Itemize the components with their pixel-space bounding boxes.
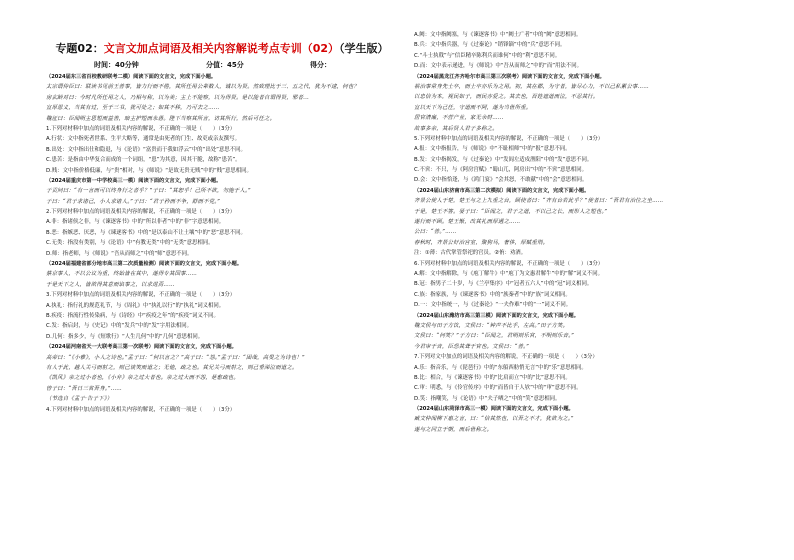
passage-line: 以忠信为本，视民如子，而民亦爱之。其去也，百姓遮道而泣，不忍其行。 [414, 94, 599, 101]
question-line: A.行状：文中指死者世系、生平大略等，通常是由死者的门生、故吏或亲友撰写。 [46, 136, 240, 143]
passage-line: 于是天下之人，皆欲得其意而谄事之，以求进焉…… [46, 281, 175, 288]
passage-line: 房玄龄对曰：今时凡所任用之人，乃相与称，以为美；主上不能察，以为得贤。是以能者自谓得贤，邪者... [46, 94, 309, 101]
total-score: 分值：45分 [206, 61, 244, 69]
passage-line: 蔡京事人，不以公议为重，终始皆在其中，遂得专其国事…… [46, 271, 197, 278]
question-line: 3.下列对材料中加点的词语及相关内容的解说，不正确的一项是（ ）（3分） [46, 292, 236, 299]
section-heading: （2024届黑龙江齐齐哈尔市高三第三次联考）阅读下面的文言文，完成下面小题。 [414, 73, 605, 80]
question-line: A.非：指诸侯之非，与《谏逐客书》中的“所以非者”中的“非”字意思相同。 [46, 219, 225, 226]
passage-line: 裕治事常身先士卒，而士卒亦乐为之用。初，其在郡，为守者，皆尽心力，不以己私累公事…… [414, 83, 649, 90]
passage-line: 子曰：“君子求诸己，小人求诸人。”子曰：“君子矜而不争，群而不党。” [46, 198, 221, 205]
question-line: 5.下列对材料中加点的词语及相关内容的解说，不正确的一项是（ ）（3分） [414, 135, 604, 142]
section-heading: （2024届东三省百校教研联考二模）阅读下面的文言文，完成下面小题。 [46, 74, 217, 80]
section-heading: （2024届重庆市第一中学校高三一模）阅读下面的文言文，完成下面小题。 [46, 177, 222, 184]
title-highlight: 文言文加点词语及相关内容解说考点专训（02） [103, 42, 340, 55]
passage-line: 高帝曰：“《小雅》，小人之诗也。”孟子曰：“何以言之？”高子曰：“怨。”孟子曰：“固哉，高叟之为诗也！” [46, 354, 305, 361]
question-line: B.出处：文中指出仕和隐退，与《论语》“富贵而于我如浮云”中的“出处”意思不同。 [46, 146, 246, 153]
time-limit: 时间：40分钟 [94, 61, 139, 69]
question-line: C.族：指家族，与《谏逐客书》中的“族秦者”中的“族”词义相同。 [414, 291, 571, 298]
passage-line: 魏征曰：臣闻明主思短而益善，暗主护短而永愚。陛下当察其所言，访其所行，然后可任之。 [46, 115, 276, 122]
question-line: C.“斗士执戟”与“信臣精卒陈利兵而谁何”中的“利”意思不同。 [414, 52, 561, 59]
question-line: D.一：文中指统一，与《过秦论》“一夫作难”中的“一”词义不同。 [414, 302, 572, 309]
question-line: C.发：指启封，与《史记》中的“发兵”中的“发”字用法相同。 [46, 323, 193, 330]
passage-line: 臧文仲闻柳下惠之言，曰：“信其然也，以吾之不才，犹欲为之。” [414, 416, 574, 423]
title-suffix: （学生版） [339, 42, 389, 55]
passage-line: 居官清廉，不营产业，家无余财…… [414, 115, 504, 122]
right-body [414, 30, 768, 435]
question-line: B.恶：指嫉恶、厌恶，与《谏逐客书》中的“是以泰山不让土壤”中的“恶”意思不同。 [46, 229, 246, 236]
passage-line: 魏文侯与田子方饮，文侯曰：“钟声不比乎，左高。”田子方笑。 [414, 322, 569, 329]
passage-line: （节选自《孟子·告子下》） [46, 396, 113, 403]
passage-line: 遂行而不顾。楚王惭，改其礼而厚遇之…… [414, 219, 521, 226]
left-column [46, 0, 398, 560]
question-line: C.审：明悉，与《伶官传序》中的“而皆自于人欤”中的“审”意思不同。 [414, 385, 582, 392]
section-heading: （2024届福建省部分地市高三第二次质量检测）阅读下面的文言文，完成下面小题。 [46, 261, 243, 268]
passage-line: 于是，楚王不答。晏子曰：“臣闻之，君子之道，不以己之长，而形人之短也。” [414, 208, 608, 215]
passage-line: 太宗谓侍臣曰：联读书见前王善事，皆力行而不倦，其所任用公辈数人，诚以为贤。然致理比于三、五之代，犹为不逮，何也？ [46, 84, 360, 91]
passage-line: 遂与之同立于朝，而后世称之。 [414, 426, 493, 433]
passage-line: 有人于此，越人关弓而射之，则己谈笑而道之；无他，疏之也。其兄关弓而射之，则己垂涕泣而道之。 [46, 364, 298, 371]
passage-line: 今君审于音，臣恐其聋于官也。文侯曰：“善。” [414, 343, 530, 350]
question-line: D.笑：指嘲笑，与《论语》中“夫子哂之”中的“笑”意思相同。 [414, 395, 561, 402]
question-line: D.会：文中指恰逢，与《鸿门宴》“会其怒，不敢献”中的“会”意思相同。 [414, 177, 588, 184]
passage-line: 公曰：“善。”…… [414, 229, 457, 236]
question-line: D.几何：指多少，与《短歌行》“人生几何”中的“几何”意思相同。 [46, 333, 204, 340]
right-column [414, 0, 768, 560]
question-line: D.师：指老师，与《师说》“吾从而师之”中的“师”意思不同。 [46, 250, 193, 257]
question-line: 注：①薄：古代掌管祭祀的官员。②侑：劝酒。 [414, 250, 527, 257]
question-line: B.冠：指男子二十岁，与《兰亭集序》中“冠者五六人”中的“冠”词义相同。 [414, 281, 593, 288]
question-line: C.无类：指没有类别，与《论语》中“有教无类”中的“无类”意思相同。 [46, 240, 214, 247]
passage-line: 宜厚恩义，当其有过，至于三书，犹可处之；如其不移，乃可去之…… [46, 105, 220, 112]
question-line: A.乐：指音乐，与《琵琶行》中的“东船西舫悄无言”中的“乐”意思相同。 [414, 364, 587, 371]
question-line: C.患苦：是指由中华复合而成的一个词组，“患”为其意，因其干脆，故称“患苦”。 [46, 157, 241, 164]
question-line: 7.下列对文中加点的词语及相关内容的解说，不正确的一项是（ ）（3分） [414, 354, 598, 361]
title-prefix: 专题02： [55, 42, 104, 55]
question-line: 1.下列对材料中加点的词语及相关内容的解说，不正确的一项是（ ）（3分） [46, 125, 236, 132]
question-line: A.解：文中指解除，与《庖丁解牛》中“庖丁为文惠君解牛”中的“解”词义不同。 [414, 270, 603, 277]
passage-line: 宜以天下为己任，守道而不阿，遂为当世所重。 [414, 104, 532, 111]
question-line: 4.下列对材料中加点的词语及相关内容的解说，不正确的一项是（ ）（3分） [46, 406, 236, 413]
question-line: A.执礼：指行礼的规范礼节，与《周礼》中“执礼以行”的“执礼”词义相同。 [46, 302, 225, 309]
passage-line: 春秋时，齐景公好治宫室，聚狗马，奢侈，厚赋重刑。 [414, 239, 549, 246]
question-line: 6.下列对材料中加点的词语及相关内容的解说，不正确的一项是（ ）（3分） [414, 260, 604, 267]
passage-line: 曾子曰：“吾日三省吾身。”…… [46, 385, 122, 392]
question-line: B.发：文中指揭发，与《过秦论》中“发闾左适戍渔阳”中的“发”意思不同。 [414, 156, 593, 163]
score-obtained: 得分： [310, 61, 331, 69]
section-heading: （2024届山东济南市高三第二次模拟）阅读下面的文言文，完成下面小题。 [414, 187, 590, 194]
question-line: B.疾疫：指流行性传染病，与《诗经》中“疾疫之年”的“疾疫”词义不同。 [46, 312, 219, 319]
question-line: A.报：文中指报告，与《师说》中“不耻相师”中的“报”意思不同。 [414, 146, 571, 153]
passage-line: 故事多亲，其后贤人君子多称之。 [414, 125, 498, 132]
section-heading: （2024届河南省天一大联考高三第一次联考）阅读下面的文言文，完成下面小题。 [46, 344, 237, 351]
section-heading: （2024届山东潍坊市高三第三模）阅读下面的文言文，完成下面小题。 [414, 312, 579, 319]
page-title [46, 40, 398, 56]
passage-line: 齐景公使人于楚，楚王与之上九重之台，顾使者曰：“齐有台若此乎？”使者曰：“吾君有治位之坐…… [414, 198, 664, 205]
passage-line: 子贡问曰：“有一言而可以终身行之者乎？”子曰：“其恕乎！己所不欲，勿施于人。” [46, 188, 251, 195]
question-line: 2.下列对材料中加点的词语及相关内容的解说，不正确的一项是（ ）（3分） [46, 209, 236, 216]
passage-line: 《凯风》亲之过小者也，《小弁》亲之过大者也。亲之过大而不怨，是愈疏也。 [46, 375, 239, 382]
question-line: B.兵：文中指兵器，与《过秦论》“销锋镝”中的“兵”意思不同。 [414, 42, 566, 49]
question-line: D.而：文中表示递进，与《师说》中“吾从而师之”中的“而”用法不同。 [414, 63, 582, 70]
question-line: A.阙：文中指阙塞，与《谏逐客书》中“阙土广者”中的“阙”意思相同。 [414, 32, 582, 38]
question-line: B.比：相合，与《谏逐客书》中的“比肩而立”中的“比”意思不同。 [414, 374, 571, 381]
left-body [46, 72, 398, 415]
question-line: D.贱：文中指价格低廉，与“贵”相对，与《师说》“是故无贵无贱”中的“贱”意思相同。 [46, 167, 252, 174]
section-heading: （2024届山东菏泽市高三一模）阅读下面的文言文，完成下面小题。 [414, 406, 574, 413]
passage-line: 文侯曰：“何笑？”子方曰：“臣闻之，君明则乐官，不明则乐音。” [414, 333, 575, 340]
question-line: C.不啻：不只，与《阿房宫赋》“蜀山兀，阿房出”中的“不啻”意思相同。 [414, 167, 587, 174]
